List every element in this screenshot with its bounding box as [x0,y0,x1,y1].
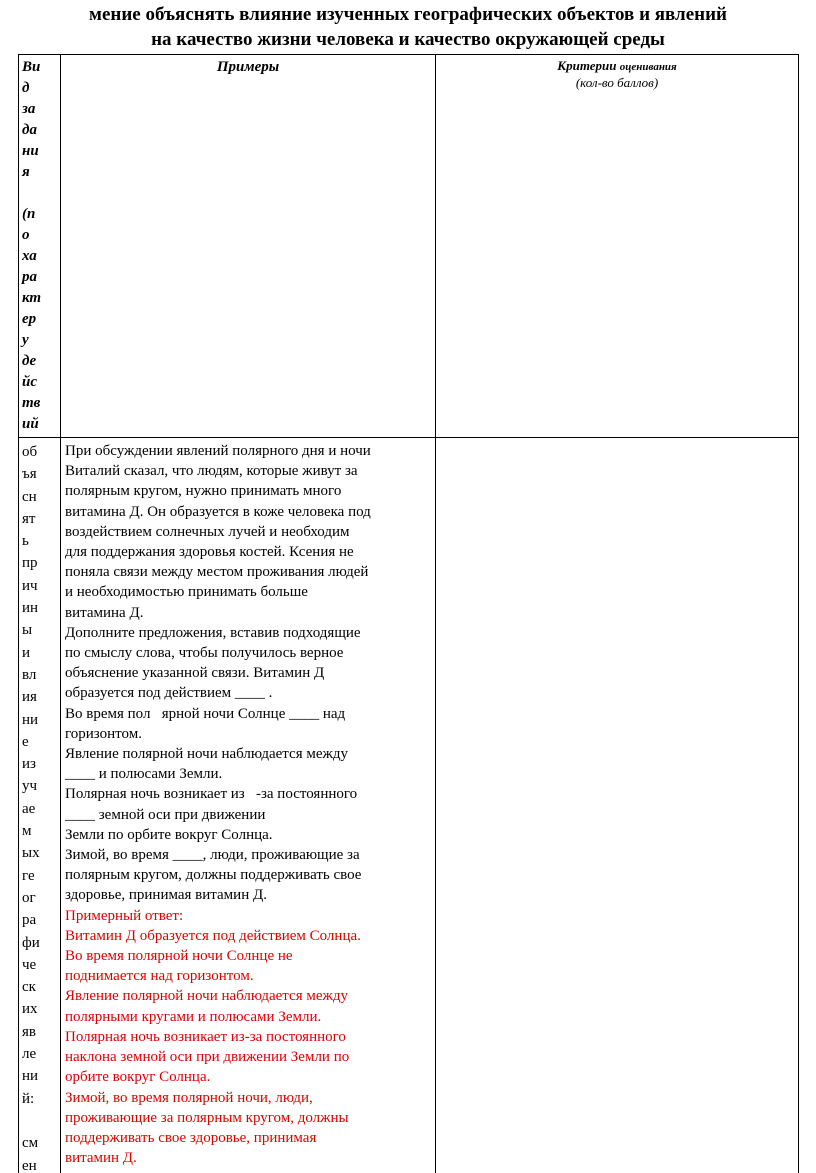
table-body-row [19,438,799,1173]
text-line: наклона земной оси при движении Земли по [65,1049,350,1066]
assessment-table [18,54,799,1173]
text-line: Полярная ночь возникает из-за постоянного [65,1028,346,1045]
text-line: ни [22,1068,39,1085]
text-line: ге [22,867,35,884]
text-line: ич [22,577,38,594]
text-line: тв [22,395,41,411]
text-line: м [22,823,32,840]
text-line [22,183,57,204]
header-cell-task-type [19,55,61,438]
text-line: Во время полярной ночи Солнце не [65,948,293,965]
page-title [0,0,816,54]
text-line: ____ и полюсами Земли. [65,766,223,783]
page-title-line-2: на качество жизни человека и качество окружающей среды [151,29,665,50]
text-line: Ви [22,59,41,75]
text-line: витамина Д. [65,604,144,621]
text-line: ят [22,510,36,527]
text-line: полярным кругом, должны поддерживать свое [65,867,362,884]
text-line: Во время пол ярной ночи Солнце ____ над [65,705,346,722]
text-line: ни [22,711,39,728]
text-line: см [22,1135,39,1152]
text-line: кт [22,290,42,306]
text-line: ха [22,248,37,264]
text-line: полярным кругом, нужно принимать много [65,483,342,500]
text-line: Земли по орбите вокруг Солнца. [65,826,273,843]
text-line: образуется под действием ____ . [65,685,273,702]
header-cell-criteria [436,55,799,438]
text-line: у [22,332,29,348]
text-line: Полярная ночь возникает из -за постоянного [65,786,358,803]
text-line: поднимается над горизонтом. [65,968,254,985]
text-line: Зимой, во время полярной ночи, люди, [65,1089,313,1106]
text-line: При обсуждении явлений полярного дня и ночи [65,443,371,459]
text-line: ь [22,533,29,550]
text-line: ен [22,1157,37,1173]
header-cell-examples [61,55,436,438]
cell-task-type [19,438,61,1173]
example-text [65,441,431,906]
text-line: орбите вокруг Солнца. [65,1069,211,1086]
text-line: Явление полярной ночи наблюдается между [65,746,348,763]
text-line: ра [22,912,37,929]
criteria-header-note: (кол-во баллов) [575,75,659,90]
text-line: д [22,80,30,96]
text-line: здоровье, принимая витамин Д. [65,887,267,904]
text-line: яв [22,1023,36,1040]
text-line: о [22,227,30,243]
text-line: вл [22,666,37,683]
text-line: ъя [22,466,37,483]
text-line: поддерживать свое здоровье, принимая [65,1129,317,1146]
criteria-header-label [436,58,798,75]
text-line: ск [22,979,36,996]
text-line: ра [22,269,37,285]
text-line: ия [22,689,37,706]
page-title-line-1: мение объяснять влияние изученных географических объектов и явлений [89,4,727,25]
text-line: ае [22,800,36,817]
text-line: Примерный ответ: [65,907,184,924]
text-line: ог [22,889,36,906]
text-line: горизонтом. [65,725,142,742]
text-line: й: [22,1090,35,1107]
text-line: (п [22,206,36,222]
text-line: поняла связи между местом проживания людей [65,564,369,581]
text-line: по смыслу слова, чтобы получилось верное [65,645,344,662]
text-line: фи [22,934,40,951]
cell-criteria [436,438,799,1173]
table-header-row [19,55,799,438]
text-line: объяснение указанной связи. Витамин Д [65,665,325,682]
text-line: ер [22,311,37,327]
text-line: я [22,164,30,180]
text-line: для поддержания здоровья костей. Ксения не [65,544,354,561]
text-line: е [22,733,29,750]
text-line: сн [22,488,37,505]
criteria-header-sub: оценивания [619,61,677,73]
text-line: из [22,756,36,773]
text-line: проживающие за полярным кругом, должны [65,1109,349,1126]
text-line: полярными кругами и полюсами Земли. [65,1008,322,1025]
text-line: Дополните предложения, вставив подходящие [65,624,361,641]
text-line: де [22,353,37,369]
text-line: Виталий сказал, что людям, которые живут за [65,463,358,480]
text-line: об [22,444,38,460]
text-line: воздействием солнечных лучей и необходим [65,523,350,540]
text-line: Витамин Д образуется под действием Солнца. [65,927,361,944]
text-line: ых [22,845,40,862]
text-line: ____ земной оси при движении [65,806,266,823]
text-line [22,1110,57,1132]
text-line: Явление полярной ночи наблюдается между [65,988,348,1005]
examples-header-label: Примеры [216,59,280,75]
text-line: витамина Д. Он образуется в коже человека под [65,503,371,520]
sample-answer-text [65,906,431,1169]
text-line: да [22,122,37,138]
cell-example [61,438,436,1173]
text-line: пр [22,555,38,572]
text-line: ле [22,1046,37,1063]
criteria-header-main: Критерии [557,58,617,73]
text-line: и необходимостью принимать больше [65,584,308,601]
text-line: ни [22,143,39,159]
text-line: ин [22,600,39,617]
text-line: йс [22,374,37,390]
text-line: ий [22,416,39,432]
text-line: за [22,101,36,117]
text-line: их [22,1001,38,1018]
text-line: Зимой, во время ____, люди, проживающие за [65,847,360,864]
text-line: че [22,956,37,973]
text-line: уч [22,778,38,795]
text-line: витамин Д. [65,1150,137,1167]
text-line: ы [22,622,33,639]
text-line: и [22,644,31,661]
